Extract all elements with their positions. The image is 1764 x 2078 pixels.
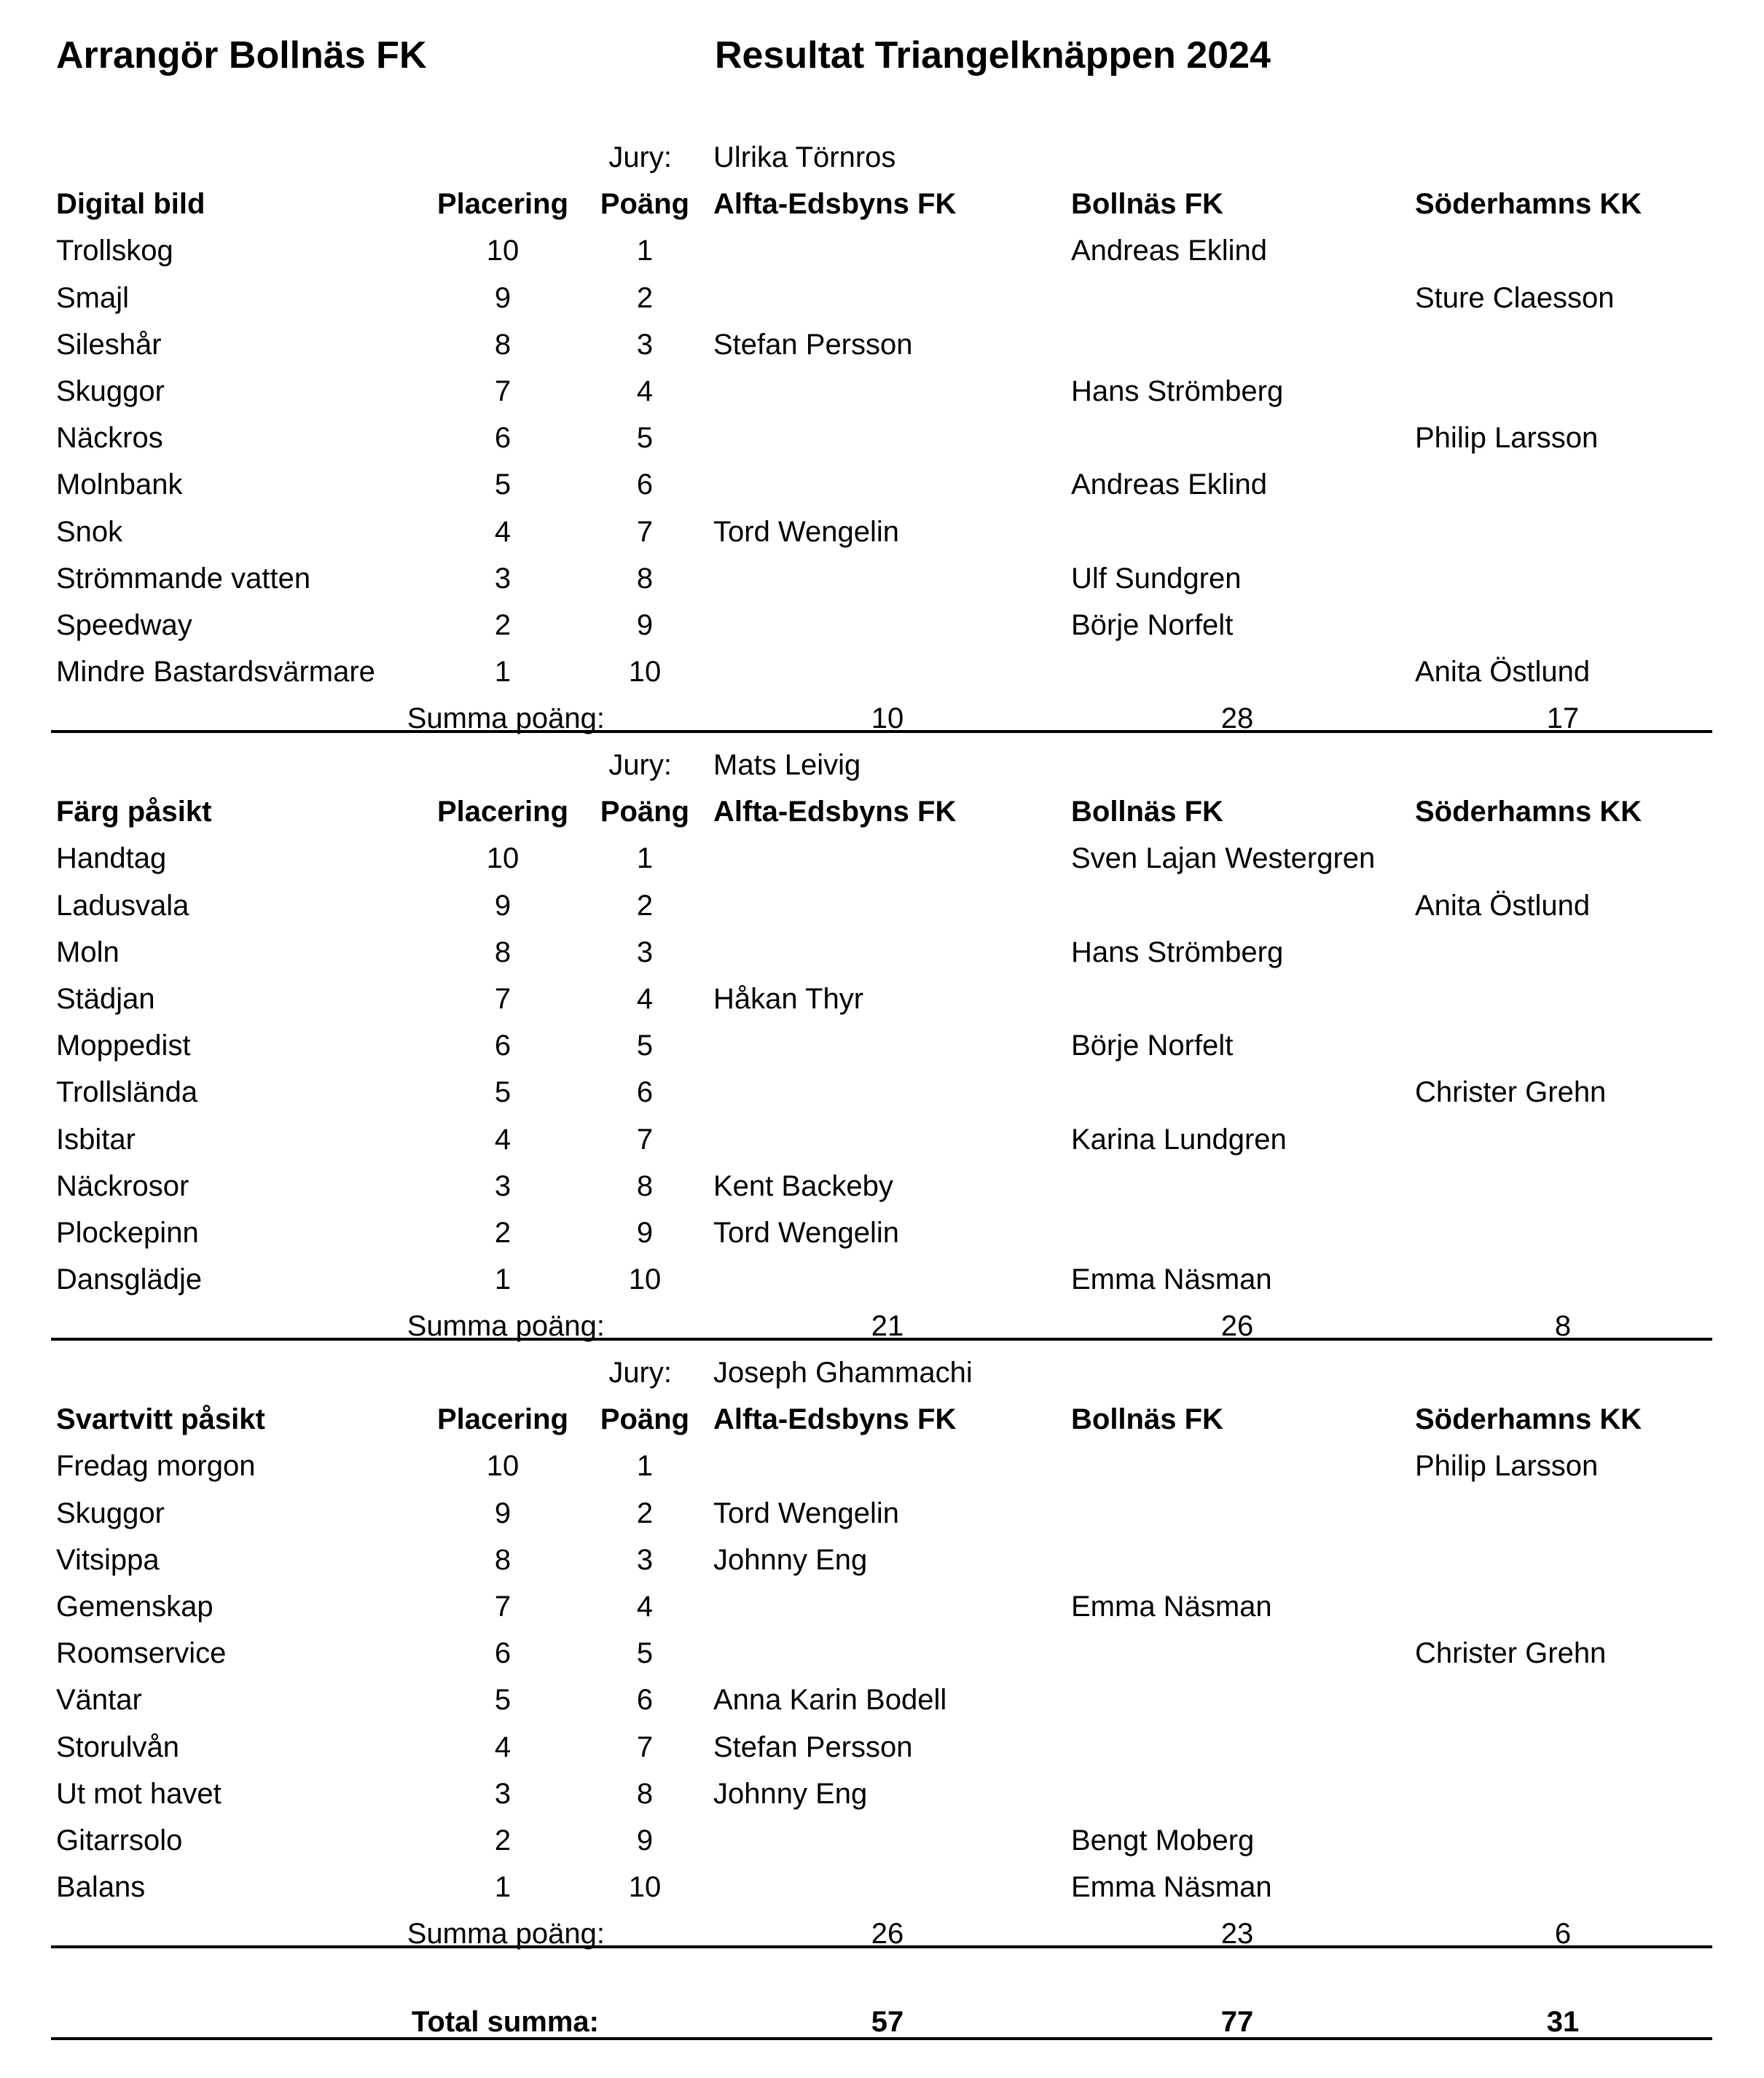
placement-value: 9 <box>494 1497 511 1529</box>
placement-header: Placering <box>436 796 569 828</box>
photo-title: Skuggor <box>56 375 165 407</box>
photo-title: Isbitar <box>56 1123 136 1156</box>
placement-value: 3 <box>494 1777 511 1810</box>
placement-value: 6 <box>494 1030 511 1062</box>
placement-value: 7 <box>494 983 511 1015</box>
placement-value: 3 <box>494 562 511 595</box>
points-value: 10 <box>628 1871 662 1904</box>
sum-alfta-edsbyn: 21 <box>871 1310 904 1343</box>
photographer-alfta-edsbyn: Stefan Persson <box>713 1730 913 1763</box>
table-row <box>0 227 1764 274</box>
section-divider <box>51 1945 1712 1948</box>
placement-value: 2 <box>494 1217 511 1249</box>
table-row <box>0 1771 1764 1817</box>
photo-title: Plockepinn <box>56 1217 199 1249</box>
points-value: 2 <box>636 1497 654 1529</box>
points-value: 6 <box>636 1076 654 1109</box>
section-divider <box>51 730 1712 733</box>
photographer-bollnas: Emma Näsman <box>1071 1591 1272 1623</box>
photo-title: Sileshår <box>56 328 162 361</box>
photographer-soderhamn: Anita Östlund <box>1415 889 1591 922</box>
photographer-soderhamn: Christer Grehn <box>1415 1076 1607 1109</box>
sum-alfta-edsbyn: 10 <box>871 702 904 735</box>
photographer-bollnas: Emma Näsman <box>1071 1263 1272 1296</box>
table-row <box>0 976 1764 1022</box>
photo-title: Fredag morgon <box>56 1450 256 1483</box>
section-divider <box>51 1338 1712 1341</box>
photographer-alfta-edsbyn: Tord Wengelin <box>713 1497 899 1529</box>
photographer-alfta-edsbyn: Anna Karin Bodell <box>713 1684 947 1717</box>
category-title: Digital bild <box>56 188 205 221</box>
jury-row <box>0 134 1764 181</box>
table-row <box>0 509 1764 555</box>
placement-value: 2 <box>494 609 511 641</box>
placement-value: 7 <box>494 1591 511 1623</box>
photographer-alfta-edsbyn: Stefan Persson <box>713 328 913 361</box>
club-header-bollnas: Bollnäs FK <box>1071 188 1223 221</box>
placement-value: 7 <box>494 375 511 407</box>
points-value: 9 <box>636 1824 654 1857</box>
table-row <box>0 1069 1764 1116</box>
section-header-row <box>0 1396 1764 1443</box>
jury-name: Ulrika Törnros <box>713 141 896 173</box>
photographer-bollnas: Andreas Eklind <box>1071 468 1268 501</box>
photographer-bollnas: Hans Strömberg <box>1071 936 1284 968</box>
points-value: 1 <box>636 842 654 875</box>
placement-value: 1 <box>494 656 511 689</box>
sum-soderhamn: 17 <box>1546 702 1580 735</box>
photo-title: Trollslända <box>56 1076 198 1109</box>
photo-title: Skuggor <box>56 1497 165 1529</box>
club-header-soderhamn: Söderhamns KK <box>1415 1403 1642 1436</box>
points-value: 4 <box>636 983 654 1015</box>
placement-value: 9 <box>494 889 511 922</box>
photo-title: Trollskog <box>56 235 173 267</box>
points-value: 2 <box>636 281 654 314</box>
placement-value: 5 <box>494 468 511 501</box>
sum-bollnas: 23 <box>1220 1918 1254 1950</box>
photographer-bollnas: Ulf Sundgren <box>1071 562 1242 595</box>
section-header-row <box>0 788 1764 835</box>
table-row <box>0 1817 1764 1864</box>
photographer-soderhamn: Sture Claesson <box>1415 281 1615 314</box>
table-row <box>0 555 1764 602</box>
table-row <box>0 1724 1764 1771</box>
table-row <box>0 1256 1764 1303</box>
jury-row <box>0 742 1764 788</box>
placement-value: 10 <box>486 235 520 267</box>
photo-title: Roomservice <box>56 1637 227 1670</box>
club-header-soderhamn: Söderhamns KK <box>1415 796 1642 828</box>
points-value: 2 <box>636 889 654 922</box>
placement-header: Placering <box>436 1403 569 1436</box>
placement-value: 10 <box>486 1450 520 1483</box>
points-value: 6 <box>636 468 654 501</box>
points-value: 4 <box>636 1591 654 1623</box>
points-value: 3 <box>636 936 654 968</box>
points-value: 9 <box>636 1217 654 1249</box>
photographer-soderhamn: Philip Larsson <box>1415 422 1599 455</box>
photo-title: Städjan <box>56 983 155 1015</box>
placement-value: 6 <box>494 1637 511 1670</box>
points-value: 7 <box>636 1730 654 1763</box>
placement-value: 8 <box>494 328 511 361</box>
points-value: 1 <box>636 235 654 267</box>
sum-soderhamn: 6 <box>1554 1918 1572 1950</box>
sum-label: Summa poäng: <box>407 1918 605 1950</box>
photographer-soderhamn: Philip Larsson <box>1415 1450 1599 1483</box>
jury-row <box>0 1349 1764 1396</box>
table-row <box>0 368 1764 415</box>
photo-title: Strömmande vatten <box>56 562 311 595</box>
points-value: 7 <box>636 515 654 548</box>
table-row <box>0 1443 1764 1489</box>
points-value: 4 <box>636 375 654 407</box>
table-row <box>0 1022 1764 1069</box>
sum-bollnas: 26 <box>1220 1310 1254 1343</box>
photo-title: Näckros <box>56 422 163 455</box>
placement-value: 6 <box>494 422 511 455</box>
placement-value: 9 <box>494 281 511 314</box>
organizer-heading: Arrangör Bollnäs FK <box>56 34 427 77</box>
points-header: Poäng <box>600 1403 690 1436</box>
photographer-alfta-edsbyn: Johnny Eng <box>713 1543 868 1576</box>
club-header-alfta-edsbyn: Alfta-Edsbyns FK <box>713 1403 957 1436</box>
table-row <box>0 648 1764 695</box>
placement-value: 2 <box>494 1824 511 1857</box>
table-row <box>0 1163 1764 1209</box>
points-value: 5 <box>636 1030 654 1062</box>
sum-soderhamn: 8 <box>1554 1310 1572 1343</box>
section-sum-row <box>0 695 1764 742</box>
photographer-bollnas: Sven Lajan Westergren <box>1071 842 1376 875</box>
club-header-soderhamn: Söderhamns KK <box>1415 188 1642 221</box>
table-row <box>0 602 1764 648</box>
section-sum-row <box>0 1303 1764 1349</box>
photo-title: Dansglädje <box>56 1263 203 1296</box>
photographer-alfta-edsbyn: Tord Wengelin <box>713 515 899 548</box>
photographer-bollnas: Hans Strömberg <box>1071 375 1284 407</box>
table-row <box>0 275 1764 321</box>
jury-name: Mats Leivig <box>713 749 861 781</box>
table-row <box>0 1116 1764 1163</box>
total-alfta-edsbyn: 57 <box>871 2006 904 2038</box>
photographer-bollnas: Andreas Eklind <box>1071 235 1268 267</box>
jury-label: Jury: <box>608 1357 672 1389</box>
points-value: 7 <box>636 1123 654 1156</box>
points-header: Poäng <box>600 796 690 828</box>
photographer-bollnas: Karina Lundgren <box>1071 1123 1287 1156</box>
points-value: 10 <box>628 1263 662 1296</box>
points-value: 3 <box>636 1543 654 1576</box>
photo-title: Balans <box>56 1871 146 1904</box>
sum-label: Summa poäng: <box>407 702 605 735</box>
placement-value: 1 <box>494 1263 511 1296</box>
photographer-bollnas: Emma Näsman <box>1071 1871 1272 1904</box>
category-title: Färg påsikt <box>56 796 212 828</box>
photo-title: Näckrosor <box>56 1169 189 1202</box>
photo-title: Speedway <box>56 609 192 641</box>
placement-value: 1 <box>494 1871 511 1904</box>
photo-title: Storulvån <box>56 1730 179 1763</box>
club-header-bollnas: Bollnäs FK <box>1071 796 1223 828</box>
points-header: Poäng <box>600 188 690 221</box>
table-row <box>0 461 1764 508</box>
placement-value: 5 <box>494 1076 511 1109</box>
points-value: 5 <box>636 1637 654 1670</box>
placement-value: 5 <box>494 1684 511 1717</box>
photo-title: Gitarrsolo <box>56 1824 183 1857</box>
points-value: 8 <box>636 1169 654 1202</box>
placement-header: Placering <box>436 188 569 221</box>
photo-title: Ut mot havet <box>56 1777 222 1810</box>
placement-value: 4 <box>494 1123 511 1156</box>
jury-label: Jury: <box>608 749 672 781</box>
photographer-bollnas: Börje Norfelt <box>1071 1030 1234 1062</box>
table-row <box>0 321 1764 368</box>
points-value: 8 <box>636 562 654 595</box>
placement-value: 4 <box>494 1730 511 1763</box>
points-value: 1 <box>636 1450 654 1483</box>
placement-value: 8 <box>494 936 511 968</box>
photo-title: Smajl <box>56 281 130 314</box>
points-value: 6 <box>636 1684 654 1717</box>
points-value: 8 <box>636 1777 654 1810</box>
jury-name: Joseph Ghammachi <box>713 1357 973 1389</box>
total-underline <box>51 2037 1712 2040</box>
photo-title: Mindre Bastardsvärmare <box>56 656 375 689</box>
placement-value: 4 <box>494 515 511 548</box>
placement-value: 10 <box>486 842 520 875</box>
photo-title: Ladusvala <box>56 889 189 922</box>
photo-title: Moppedist <box>56 1030 191 1062</box>
sum-label: Summa poäng: <box>407 1310 605 1343</box>
category-title: Svartvitt påsikt <box>56 1403 265 1436</box>
photo-title: Snok <box>56 515 123 548</box>
section-sum-row <box>0 1910 1764 1957</box>
club-header-alfta-edsbyn: Alfta-Edsbyns FK <box>713 796 957 828</box>
photo-title: Vitsippa <box>56 1543 160 1576</box>
photo-title: Molnbank <box>56 468 183 501</box>
table-row <box>0 882 1764 929</box>
table-row <box>0 835 1764 882</box>
total-label: Total summa: <box>411 2006 599 2038</box>
points-value: 3 <box>636 328 654 361</box>
photographer-alfta-edsbyn: Tord Wengelin <box>713 1217 899 1249</box>
table-row <box>0 415 1764 461</box>
photographer-bollnas: Bengt Moberg <box>1071 1824 1255 1857</box>
photo-title: Gemenskap <box>56 1591 213 1623</box>
section-header-row <box>0 181 1764 227</box>
table-row <box>0 929 1764 976</box>
photographer-alfta-edsbyn: Håkan Thyr <box>713 983 864 1015</box>
photographer-bollnas: Börje Norfelt <box>1071 609 1234 641</box>
photographer-soderhamn: Christer Grehn <box>1415 1637 1607 1670</box>
table-row <box>0 1864 1764 1910</box>
placement-value: 3 <box>494 1169 511 1202</box>
sum-alfta-edsbyn: 26 <box>871 1918 904 1950</box>
table-row <box>0 1677 1764 1723</box>
total-soderhamn: 31 <box>1546 2006 1580 2038</box>
table-row <box>0 1209 1764 1256</box>
club-header-alfta-edsbyn: Alfta-Edsbyns FK <box>713 188 957 221</box>
page-title: Resultat Triangelknäppen 2024 <box>715 34 1271 77</box>
photographer-alfta-edsbyn: Johnny Eng <box>713 1777 868 1810</box>
photo-title: Handtag <box>56 842 167 875</box>
photo-title: Väntar <box>56 1684 142 1717</box>
photographer-soderhamn: Anita Östlund <box>1415 656 1591 689</box>
total-bollnas: 77 <box>1220 2006 1254 2038</box>
points-value: 10 <box>628 656 662 689</box>
table-row <box>0 1490 1764 1537</box>
placement-value: 8 <box>494 1543 511 1576</box>
table-row <box>0 1630 1764 1677</box>
photo-title: Moln <box>56 936 119 968</box>
jury-label: Jury: <box>608 141 672 173</box>
sum-bollnas: 28 <box>1220 702 1254 735</box>
photographer-alfta-edsbyn: Kent Backeby <box>713 1169 893 1202</box>
table-row <box>0 1537 1764 1583</box>
table-row <box>0 1583 1764 1630</box>
points-value: 9 <box>636 609 654 641</box>
club-header-bollnas: Bollnäs FK <box>1071 1403 1223 1436</box>
points-value: 5 <box>636 422 654 455</box>
